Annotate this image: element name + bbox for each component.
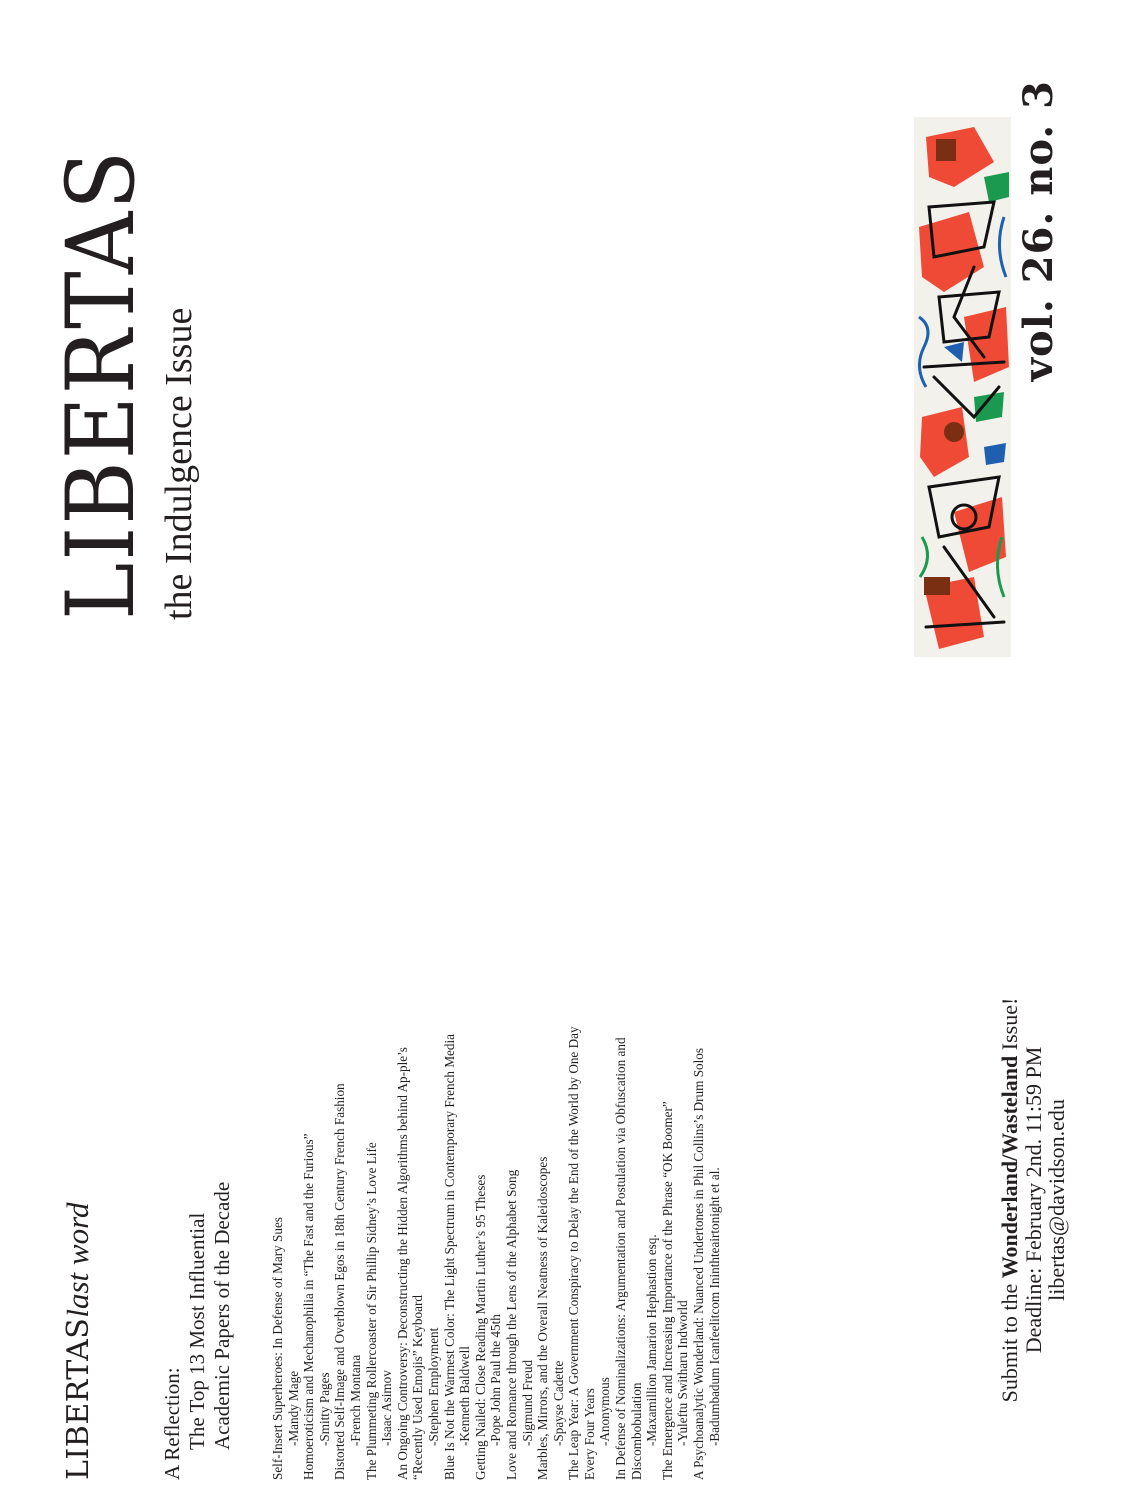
masthead: LIBERTAS xyxy=(47,148,156,620)
paper-title: Self-Insert Superheroes: In Defense of Mary Sues xyxy=(270,1217,285,1480)
cover-artwork-drawing xyxy=(914,117,1011,657)
paper-author: -Anonymous xyxy=(597,1377,613,1446)
paper-author: -Stephen Employment xyxy=(425,1327,441,1446)
paper-title: A Psychoanalytic Wonderland: Nuanced Undertones in Phil Collins’s Drum Solos xyxy=(691,1047,707,1480)
reflection-line-1: The Top 13 Most Influential xyxy=(185,1212,209,1450)
last-word-block xyxy=(58,880,1118,1480)
last-word-brand: LIBERTAS xyxy=(61,1317,96,1480)
paper-author: -Kenneth Baldwell xyxy=(457,1346,473,1446)
paper-item xyxy=(535,1010,566,1480)
paper-title: Homoeroticism and Mechanophilia in “The Fast and the Furious” xyxy=(301,1133,317,1480)
paper-author: -Pope John Paul the 45th xyxy=(488,1314,504,1446)
submit-prefix: Submit to the xyxy=(997,1278,1022,1403)
paper-item xyxy=(332,1010,363,1480)
paper-title: An Ongoing Controversy: Deconstructing the Hidden Algorithms behind Ap-ple’s “Recently Used Emojis” Keyboard xyxy=(394,1047,426,1480)
paper-title: Love and Romance through the Lens of the Alphabet Song xyxy=(503,1169,519,1480)
paper-item xyxy=(691,1010,722,1480)
paper-item xyxy=(270,1010,301,1480)
reflection-heading-block xyxy=(160,1182,235,1480)
paper-item xyxy=(566,1010,613,1480)
paper-author: -Smitty Pages xyxy=(316,1372,332,1446)
paper-item xyxy=(473,1010,504,1480)
paper-title: The Emergence and Increasing Importance of the Phrase “OK Boomer” xyxy=(659,1101,675,1480)
reflection-line-2: Academic Papers of the Decade xyxy=(210,1181,234,1450)
paper-author: -Yuleftu Switharu Indworld xyxy=(675,1300,691,1446)
paper-author: -Sigmund Freud xyxy=(519,1359,535,1446)
submit-issue-name: Wonderland/Wasteland xyxy=(997,1055,1022,1279)
paper-item xyxy=(301,1010,332,1480)
issue-subtitle: the Indulgence Issue xyxy=(158,307,200,620)
paper-title: The Leap Year: A Government Conspiracy to Delay the End of the World by One Day Every Four Years xyxy=(566,1026,597,1480)
paper-author: -Mandy Mage xyxy=(285,1370,301,1446)
paper-title: Marbles, Mirrors, and the Overall Neatness of Kaleidoscopes xyxy=(535,1156,551,1480)
paper-author: -French Montana xyxy=(347,1354,363,1446)
papers-list xyxy=(270,1010,722,1480)
paper-title: Getting Nailed: Close Reading Martin Luther’s 95 Theses xyxy=(472,1174,488,1480)
paper-item xyxy=(613,1010,660,1480)
contact-email[interactable]: libertas@davidson.edu xyxy=(1044,1099,1069,1301)
paper-author: -Spayse Cadette xyxy=(550,1360,566,1446)
deadline: Deadline: February 2nd. 11:59 PM xyxy=(1020,1046,1046,1354)
paper-title: Distorted Self-Image and Overblown Egos in 18th Century French Fashion xyxy=(332,1083,348,1480)
paper-item xyxy=(504,1010,535,1480)
paper-author: -Maxamillion Jamarion Hephastion esq. xyxy=(644,1234,660,1446)
paper-author: -Isaac Asimov xyxy=(379,1370,395,1446)
reflection-heading: A Reflection: xyxy=(160,1367,184,1480)
volume-number: vol. 26. no. 3 xyxy=(1015,80,1062,382)
submit-line xyxy=(998,920,1022,1480)
cover-artwork xyxy=(914,117,1011,657)
submission-notice xyxy=(998,920,1069,1480)
paper-title: Blue Is Not the Warmest Color: The Light Spectrum in Contemporary French Media xyxy=(441,1033,457,1480)
paper-item xyxy=(395,1010,442,1480)
last-word-label xyxy=(58,1202,104,1480)
paper-item xyxy=(442,1010,473,1480)
paper-item xyxy=(364,1010,395,1480)
paper-item xyxy=(660,1010,691,1480)
paper-author: -Badumbadum Icanfeelitcom Ininthteairtonight et al. xyxy=(706,1167,722,1446)
submit-suffix: Issue! xyxy=(997,997,1022,1056)
last-word-section: last word xyxy=(60,1202,95,1318)
paper-title: The Plummeting Rollercoaster of Sir Phillip Sidney’s Love Life xyxy=(363,1142,379,1480)
paper-title: In Defense of Nominalizations: Argumentation and Postulation via Obfuscation and Discombobulation xyxy=(613,1037,644,1480)
